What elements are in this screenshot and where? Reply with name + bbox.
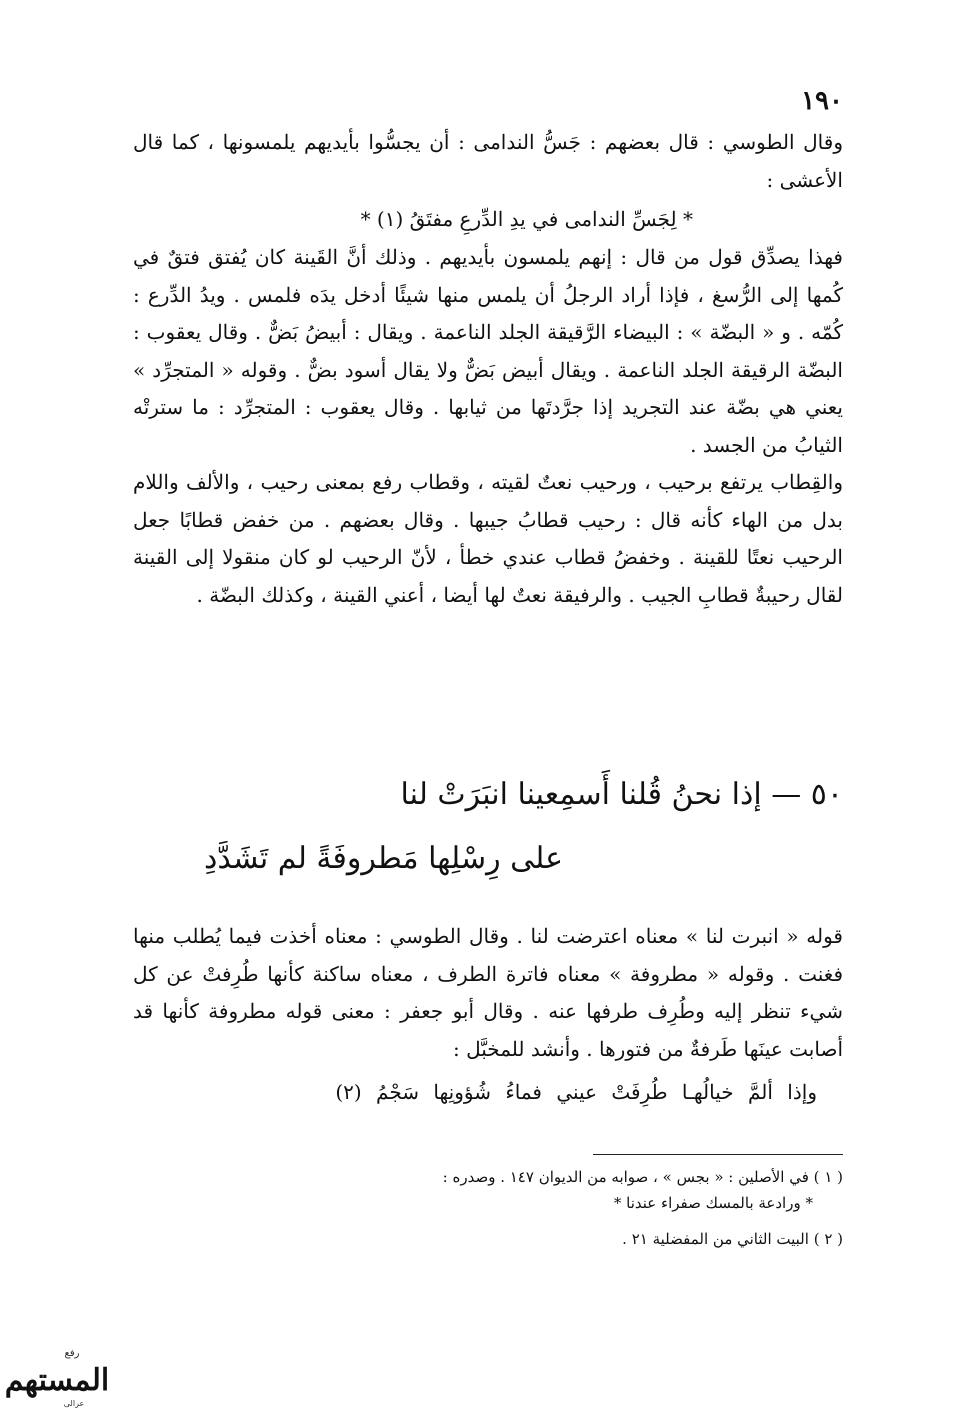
footnote-1: ( ١ ) في الأصلين : « بجس » ، صوابه من الديوان ١٤٧ . وصدره : — [442, 1168, 843, 1186]
paragraph-1: وقال الطوسي : قال بعضهم : جَسُّ الندامى : أن يجسُّوا بأيديهم يلمسونها ، كما قال الأعشى : — [133, 130, 843, 192]
watermark-logo-icon — [4, 1342, 110, 1410]
footnote-separator — [593, 1154, 843, 1155]
footnotes — [133, 1164, 843, 1252]
poem-verse — [133, 766, 843, 888]
page-number: ١٩٠ — [801, 86, 843, 116]
commentary-paragraph: قوله « انبرت لنا » معناه اعترضت لنا . وقال الطوسي : معناه أخذت فيما يُطلب منها فغنت . وقوله « مطروفة » معناه فاترة الطرف ، معناه ساكنة كأنها طُرِفتْ عن كل شيء تنظر إليه وطُرِف طرفها عنه . وقال أبو جعفر : معنى قوله مطروفة كأنها قد أصابت عينَها طَرفةٌ من فتورها . وأنشد للمخبَّل : — [133, 924, 843, 1061]
verse-dash: — — [771, 777, 802, 812]
footnote-1-verse: * ورادعة بالمسك صفراء عندنا * — [613, 1194, 813, 1212]
verse-line-1: إذا نحنُ قُلنا أَسمِعينا انبَرَتْ لنا — [400, 777, 762, 812]
paragraph-2: فهذا يصدِّق قول من قال : إنهم يلمسون بأيديهم . وذلك أنَّ القَينة كان يُفتق فتقٌ في كُمها إلى الرُّسغ ، فإذا أراد الرجلُ أن يلمس منها شيئًا أدخل يدَه فلمس . ويدُ الدِّرع : كُمّه . و « البضّة » : البيضاء الرَّقيقة الجلد الناعمة . ويقال : أبيضُ بَضٌّ . وقال يعقوب : البضّة الرقيقة الجلد الناعمة . ويقال أبيض بَضٌّ ولا يقال أسود بضٌّ . وقوله « المتجرِّد » يعني هي بضّة عند التجريد إذا جرَّدتَها من ثيابها . وقال يعقوب : المتجرِّد : ما سترتْه الثيابُ من الجسد . — [133, 245, 843, 457]
footnote-2: ( ٢ ) البيت الثاني من المفضلية ٢١ . — [622, 1230, 843, 1248]
verse-line-2: على رِسْلِها مَطروفَةً لم تَشَدَّدِ — [204, 841, 563, 876]
quoted-verse: وإذا ألمَّ خيالُهـا طُرِفَتْ عيني فماءُ شُؤونِها سَجْمُ (٢) — [335, 1080, 817, 1104]
logo-sub-text: رفع — [64, 1348, 80, 1359]
paragraph-3: والقِطاب يرتفع برحيب ، ورحيب نعتٌ لقيته ، وقطاب رفع بمعنى رحيب ، والألف واللام بدل من الهاء كأنه قال : رحيب قطابُ جيبها . وقال بعضهم . من خفض قطابًا جعل الرحيب نعتًا للقينة . وخفضُ قطاب عندي خطأ ، لأنّ الرحيب لو كان منقولا إلى القينة لقال رحيبةٌ قطابِ الجيب . والرفيقة نعتٌ لها أيضا ، أعني القينة ، وكذلك البضّة . — [133, 470, 843, 607]
logo-text: المستهم — [4, 1363, 110, 1398]
main-text-block — [133, 124, 843, 614]
quoted-hemistich: * لِجَسِّ الندامى في يدِ الدِّرعِ مفتَقُ (١) * — [360, 207, 693, 231]
poem-line-first — [133, 766, 843, 824]
logo-small-text: عرالى — [63, 1399, 85, 1408]
verse-number: ٥٠ — [810, 777, 843, 812]
commentary-block — [133, 918, 843, 1110]
